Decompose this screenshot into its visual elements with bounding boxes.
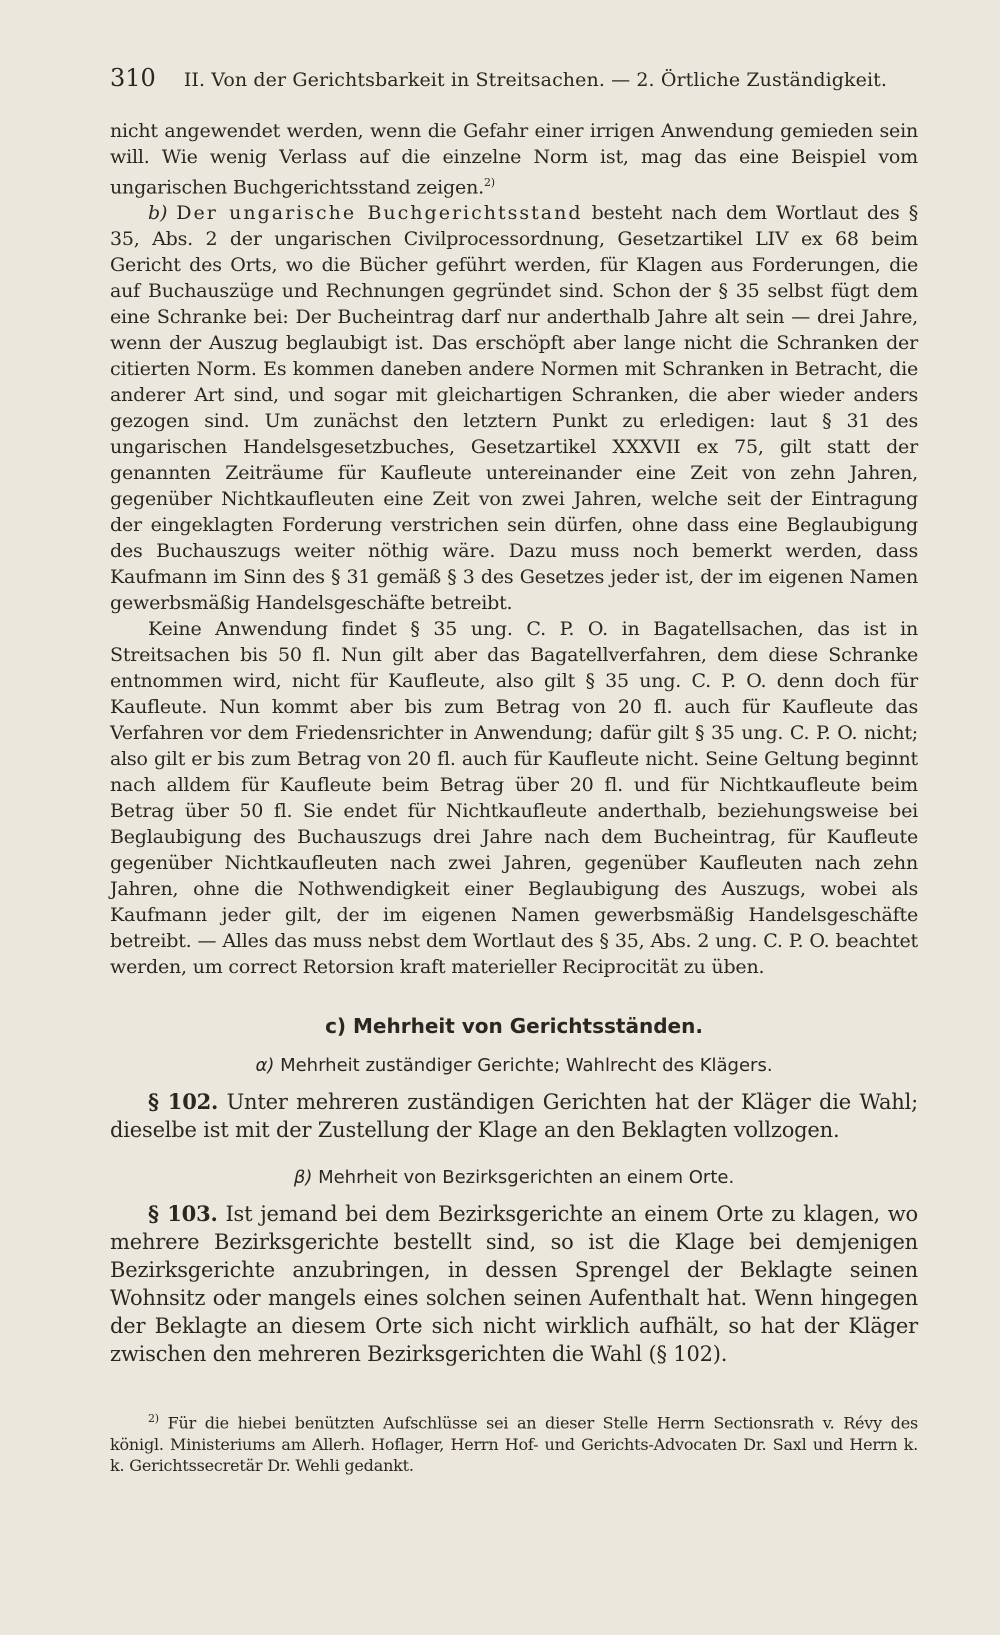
running-head	[110, 66, 918, 92]
subheading-alpha	[110, 1054, 918, 1078]
section-102-text: Unter mehreren zuständigen Gerichten hat der Kläger die Wahl; dieselbe ist mit der Zustellung der Klage an den Beklagten vollzogen.	[110, 1090, 918, 1143]
section-heading: c) Mehrheit von Gerichtsständen.	[325, 1014, 703, 1039]
footnotes	[110, 1408, 918, 1475]
section-102-label: § 102.	[148, 1089, 219, 1115]
footnote-text: Für die hiebei benützten Aufschlüsse sei an dieser Stelle Herrn Sectionsrath v. Révy des königl. Ministeriums am Allerh. Hoflager, Herrn Hof- und Gerichts-Advocaten Dr. Saxl und Herrn k. k. Gerichtssecretär Dr. Wehli gedankt.	[110, 1413, 918, 1475]
paragraph-buchgerichtsstand	[110, 200, 918, 616]
paragraph-intro	[110, 118, 918, 200]
paragraph-intro-text: nicht angewendet werden, wenn die Gefahr einer irrigen Anwendung gemieden sein will. Wie wenig Verlass auf die einzelne Norm ist, mag das eine Beispiel vom ungarischen Buchgerichtsstand zeigen.	[110, 120, 918, 199]
footnote-reference: 2)	[483, 176, 495, 189]
paragraph-section-102	[110, 1088, 918, 1144]
running-head-title: II. Von der Gerichtsbarkeit in Streitsachen. — 2. Örtliche Zuständigkeit.	[183, 69, 888, 91]
paragraph-section-103	[110, 1200, 918, 1368]
footnote-marker: 2)	[148, 1412, 159, 1426]
subheading-beta-text: Mehrheit von Bezirksgerichten an einem Orte.	[318, 1167, 735, 1189]
subheading-beta	[110, 1166, 918, 1190]
section-103-text: Ist jemand bei dem Bezirksgerichte an einem Orte zu klagen, wo mehrere Bezirksgerichte bestellt sind, so ist die Klage bei demjenigen Bezirksgerichte anzubringen, in dessen Sprengel der Beklagte seinen Wohnsitz oder mangels eines solchen seinen Aufenthalt hat. Wenn hingegen der Beklagte an diesem Orte sich nicht wirklich aufhält, so hat der Kläger zwischen den mehreren Bezirksgerichten die Wahl (§ 102).	[110, 1202, 918, 1367]
subsection-label: b)	[148, 202, 168, 225]
page-number: 310	[110, 64, 156, 92]
paragraph-bagatellsachen: Keine Anwendung findet § 35 ung. C. P. O. in Bagatellsachen, das ist in Streitsachen bis 50 fl. Nun gilt aber das Bagatellverfahren, dem diese Schranke entnommen wird, nicht für Kaufleute, also gilt § 35 ung. C. P. O. denn doch für Kaufleute. Nun kommt aber bis zum Betrag von 20 fl. auch für Kaufleute das Verfahren vor dem Friedensrichter in Anwendung; dafür gilt § 35 ung. C. P. O. nicht; also gilt er bis zum Betrag von 20 fl. auch für Kaufleute nicht. Seine Geltung beginnt nach alldem für Kaufleute beim Betrag über 20 fl. und für Nichtkaufleute beim Betrag über 50 fl. Sie endet für Nichtkaufleute anderthalb, beziehungsweise bei Beglaubigung des Buchauszugs drei Jahre nach dem Bucheintrag, für Kaufleute gegenüber Nichtkaufleuten nach zwei Jahren, gegenüber Kaufleuten nach zehn Jahren, ohne die Nothwendigkeit einer Beglaubigung des Auszugs, wobei als Kaufmann jeder gilt, der im eigenen Namen gewerbsmäßig Handelsgeschäfte betreibt. — Alles das muss nebst dem Wortlaut des § 35, Abs. 2 ung. C. P. O. beachtet werden, um correct Retorsion kraft materieller Reciprocität zu üben.	[110, 618, 918, 979]
subheading-beta-label: β)	[293, 1167, 313, 1189]
subheading-alpha-text: Mehrheit zuständiger Gerichte; Wahlrecht des Klägers.	[280, 1055, 773, 1077]
paragraph-buchgerichtsstand-text: besteht nach dem Wortlaut des § 35, Abs. 2 der ungarischen Civilprocessordnung, Gesetzartikel LIV ex 68 beim Gericht des Orts, wo die Bücher geführt werden, für Klagen aus Forderungen, die auf Buchauszüge und Rechnungen gegründet sind. Schon der § 35 selbst fügt dem eine Schranke bei: Der Bucheintrag darf nur anderthalb Jahre alt sein — drei Jahre, wenn der Auszug beglaubigt ist. Das erschöpft aber lange nicht die Schranken der citierten Norm. Es kommen daneben andere Normen mit Schranken in Betracht, die anderer Art sind, und sogar mit gleichartigen Schranken, die aber wieder anders gezogen sind. Um zunächst den letztern Punkt zu erledigen: laut § 31 des ungarischen Handelsgesetzbuches, Gesetzartikel XXXVII ex 75, gilt statt der genannten Zeiträume für Kaufleute untereinander eine Zeit von zehn Jahren, gegenüber Nichtkaufleuten eine Zeit von zwei Jahren, welche seit der Eintragung der eingeklagten Forderung verstrichen sein dürfen, ohne dass eine Beglaubigung des Buchauszugs weiter nöthig wäre. Dazu muss noch bemerkt werden, dass Kaufmann im Sinn des § 31 gemäß § 3 des Gesetzes jeder ist, der im eigenen Namen gewerbsmäßig Handelsgeschäfte betreibt.	[110, 202, 919, 615]
footnote	[110, 1408, 918, 1475]
subsection-heading: Der ungarische Buchgerichtsstand	[176, 202, 583, 225]
section-103-label: § 103.	[148, 1201, 218, 1227]
subheading-alpha-label: α)	[255, 1055, 275, 1077]
